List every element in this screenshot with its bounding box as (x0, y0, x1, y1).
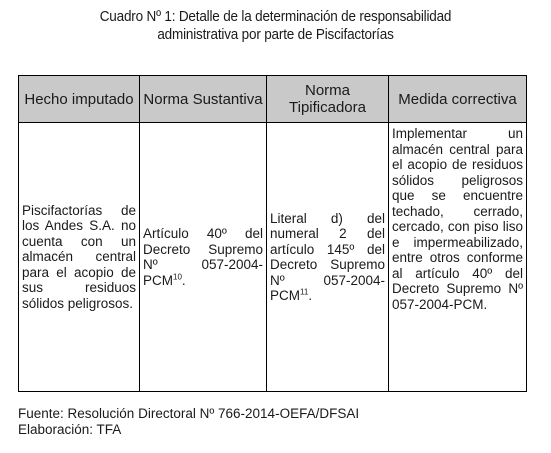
footnote-ref-10: 10 (173, 272, 182, 281)
cell-norma-tipificadora (267, 123, 389, 392)
caption-line-2: administrativa por parte de Piscifactorías (157, 26, 394, 43)
norma-tipificadora-text: Literal d) del numeral 2 del artículo 145º del Decreto Supremo Nº 057-2004-PCM (270, 210, 385, 303)
header-norma-sustantiva: Norma Sustantiva (140, 76, 267, 123)
norma-sustantiva-text: Artículo 40º del Decreto Supremo Nº 057-2004-PCM (143, 226, 263, 288)
cell-norma-sustantiva (140, 123, 267, 392)
table-header-row (19, 76, 527, 123)
cell-medida-correctiva: Implementar un almacén central para el acopio de residuos sólidos peligrosos que se encuentre techado, cerrado, cercado, con piso liso e impermeabilizado, entre otros conforme al artículo 40º del Decreto Supremo Nº 057-2004-PCM. (389, 123, 527, 392)
responsibility-table (18, 75, 527, 392)
table-footer (18, 406, 359, 438)
elaboration-note: Elaboración: TFA (18, 422, 122, 437)
header-norma-tipificadora: Norma Tipificadora (267, 76, 389, 123)
table-row (19, 123, 527, 392)
norma-sustantiva-period: . (181, 272, 186, 288)
cell-hecho-imputado: Piscifactorías de los Andes S.A. no cuenta con un almacén central para el acopio de sus residuos sólidos peligrosos. (19, 123, 140, 392)
header-medida-correctiva: Medida correctiva (389, 76, 527, 123)
table-caption (28, 8, 524, 44)
caption-line-1: Cuadro Nº 1: Detalle de la determinación de responsabilidad (99, 8, 452, 25)
source-note: Fuente: Resolución Directoral Nº 766-2014-OEFA/DFSAI (18, 406, 360, 421)
header-hecho-imputado: Hecho imputado (19, 76, 140, 123)
norma-tipificadora-period: . (308, 288, 313, 303)
footnote-ref-11: 11 (300, 287, 309, 297)
